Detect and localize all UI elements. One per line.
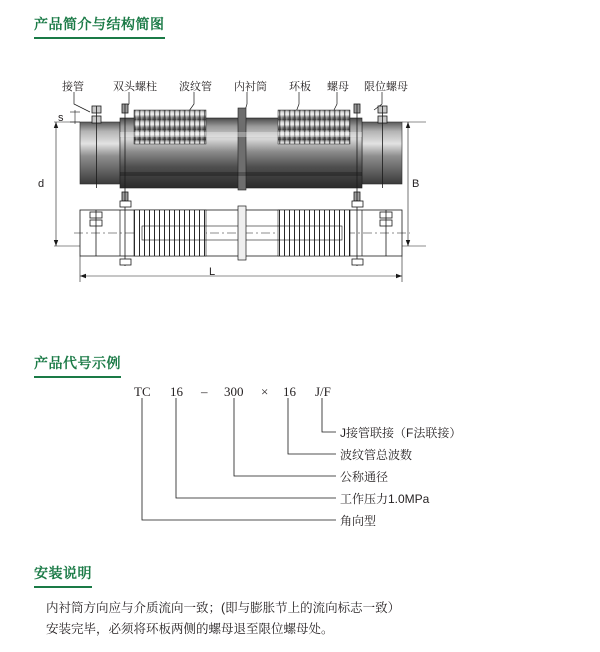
code-token-diameter: 300 [224,384,244,399]
code-token-type: TC [134,384,151,399]
callout-label-2: 双头螺柱 [113,81,157,93]
section-title-code-text: 产品代号示例 [34,355,121,371]
code-desc-joint: J接管联接（F法联接） [340,426,462,440]
section-title-structure-underline [34,37,165,39]
code-desc-pressure: 工作压力1.0MPa [340,492,430,506]
code-token-pressure: 16 [170,384,183,399]
section-title-structure-text: 产品简介与结构简图 [34,16,165,32]
dim-label-L: L [209,266,216,278]
callout-label-7: 限位螺母 [364,81,408,93]
section-title-install-underline [34,586,92,588]
dim-label-d: d [38,178,45,190]
install-note-line-2: 安装完毕，必须将环板两侧的螺母退至限位螺母处。 [46,622,334,636]
dim-label-s: s [58,112,64,124]
section-title-code [34,353,121,378]
callout-label-1: 接管 [62,81,84,93]
code-desc-diameter: 公称通径 [340,470,389,484]
structure-diagram-svg [34,60,454,290]
product-code-diagram [34,378,534,543]
callout-label-3: 波纹管 [179,81,212,93]
code-token-waves: 16 [283,384,296,399]
callout-label-6: 螺母 [327,81,349,93]
code-token-dash: – [201,384,208,399]
section-title-install [34,563,92,588]
callout-label-5: 环板 [289,81,311,93]
product-code-leaders [34,378,534,543]
code-token-joint: J/F [315,384,331,399]
install-note-line-1: 内衬筒方向应与介质流向一致；(即与膨胀节上的流向标志一致） [46,601,401,615]
code-desc-type: 角向型 [340,514,377,528]
section-title-install-text: 安装说明 [34,565,92,581]
code-desc-waves: 波纹管总波数 [340,448,413,462]
code-token-times: × [261,384,269,399]
dim-label-B: B [412,178,420,190]
install-notes [46,598,566,640]
callout-label-4: 内衬筒 [234,81,267,93]
section-title-structure [34,14,165,39]
structure-diagram [34,60,454,290]
